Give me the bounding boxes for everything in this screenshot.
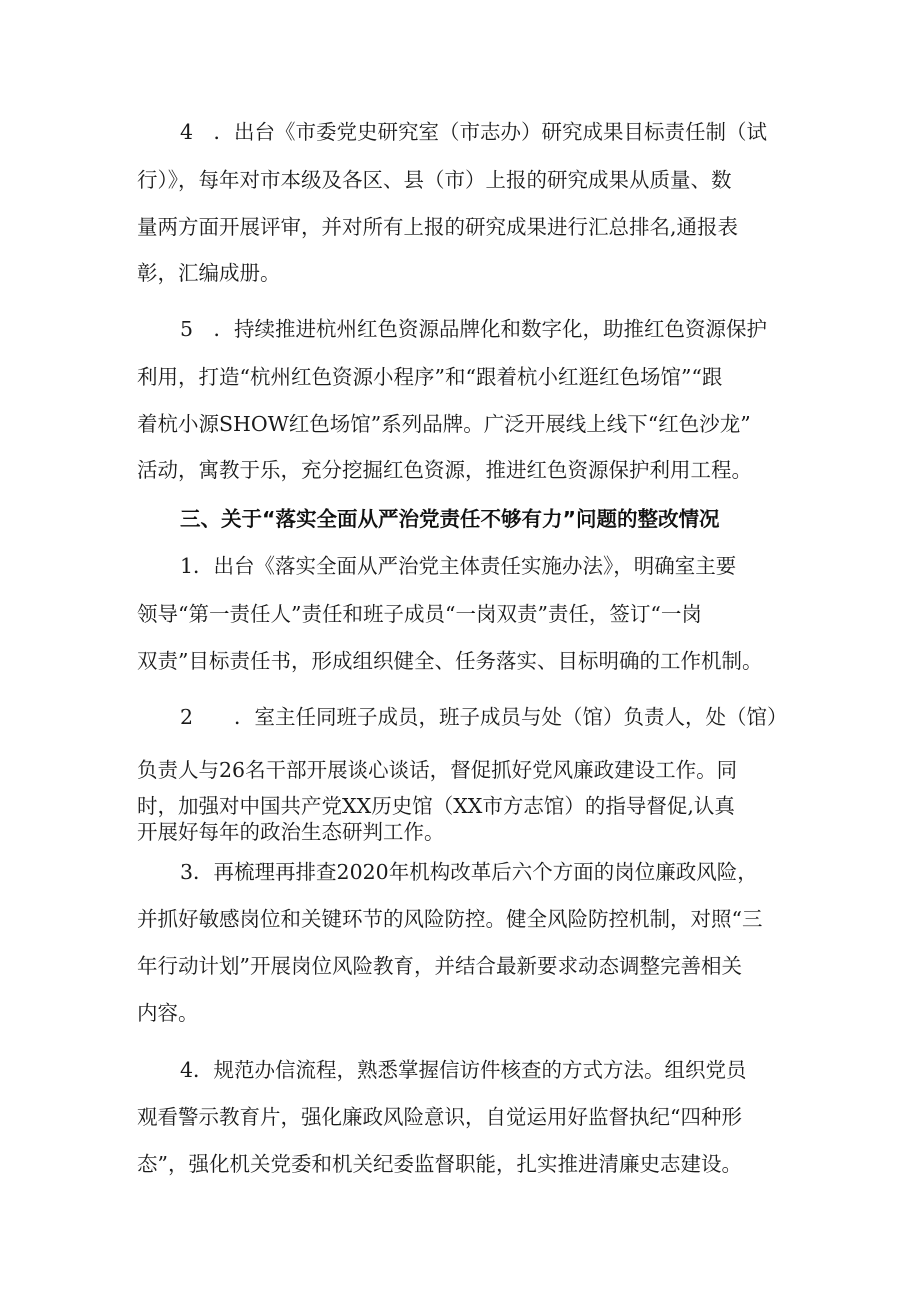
paragraph-line: 活动，寓教于乐，充分挖掘红色资源，推进红色资源保护利用工程。	[137, 458, 752, 482]
paragraph-line: 观看警示教育片，强化廉政风险意识，自觉运用好监督执纪“四种形	[137, 1105, 742, 1129]
paragraph-line: 时，加强对中国共产党XX历史馆（XX市方志馆）的指导督促,认真	[137, 794, 735, 818]
paragraph-line: 量两方面开展评审，并对所有上报的研究成果进行汇总排名,通报表	[137, 215, 739, 239]
paragraph-line: 年行动计划”开展岗位风险教育，并结合最新要求动态调整完善相关	[137, 954, 742, 978]
paragraph-line: 着杭小源SHOW红色场馆”系列品牌。广泛开展线上线下“红色沙龙”	[137, 412, 751, 436]
paragraph-line: 5 ．持续推进杭州红色资源品牌化和数字化，助推红色资源保护	[180, 317, 768, 341]
paragraph-line: 行）》，每年对市本级及各区、县（市）上报的研究成果从质量、数	[137, 168, 732, 192]
paragraph-line: 2 ．室主任同班子成员，班子成员与处（馆）负责人，处（馆）	[180, 705, 788, 729]
paragraph-line: 并抓好敏感岗位和关键环节的风险防控。健全风险防控机制，对照“三	[137, 907, 763, 931]
paragraph-line: 利用，打造“杭州红色资源小程序”和“跟着杭小红逛红色场馆”“跟	[137, 365, 723, 389]
paragraph-line: 负责人与26名干部开展谈心谈话，督促抓好党风廉政建设工作。同	[137, 758, 738, 782]
section-heading: 三、关于“落实全面从严治党责任不够有力”问题的整改情况	[180, 507, 720, 531]
paragraph-line: 4 ．出台《市委党史研究室（市志办）研究成果目标责任制（试	[180, 120, 768, 144]
paragraph-line: 内容。	[137, 1001, 199, 1025]
paragraph-line: 开展好每年的政治生态研判工作。	[137, 820, 445, 844]
paragraph-line: 态”，强化机关党委和机关纪委监督职能，扎实推进清廉史志建设。	[137, 1152, 742, 1176]
paragraph-line: 领导“第一责任人”责任和班子成员“一岗双责”责任，签订“一岗	[137, 602, 702, 626]
paragraph-line: 彰，汇编成册。	[137, 261, 281, 285]
paragraph-line: 双责”目标责任书，形成组织健全、任务落实、目标明确的工作机制。	[137, 649, 763, 673]
paragraph-line: 4．规范办信流程，熟悉掌握信访件核查的方式方法。组织党员	[180, 1058, 747, 1082]
paragraph-line: 3．再梳理再排查2020年机构改革后六个方面的岗位廉政风险，	[180, 860, 758, 884]
paragraph-line: 1．出台《落实全面从严治党主体责任实施办法》，明确室主要	[180, 554, 737, 578]
